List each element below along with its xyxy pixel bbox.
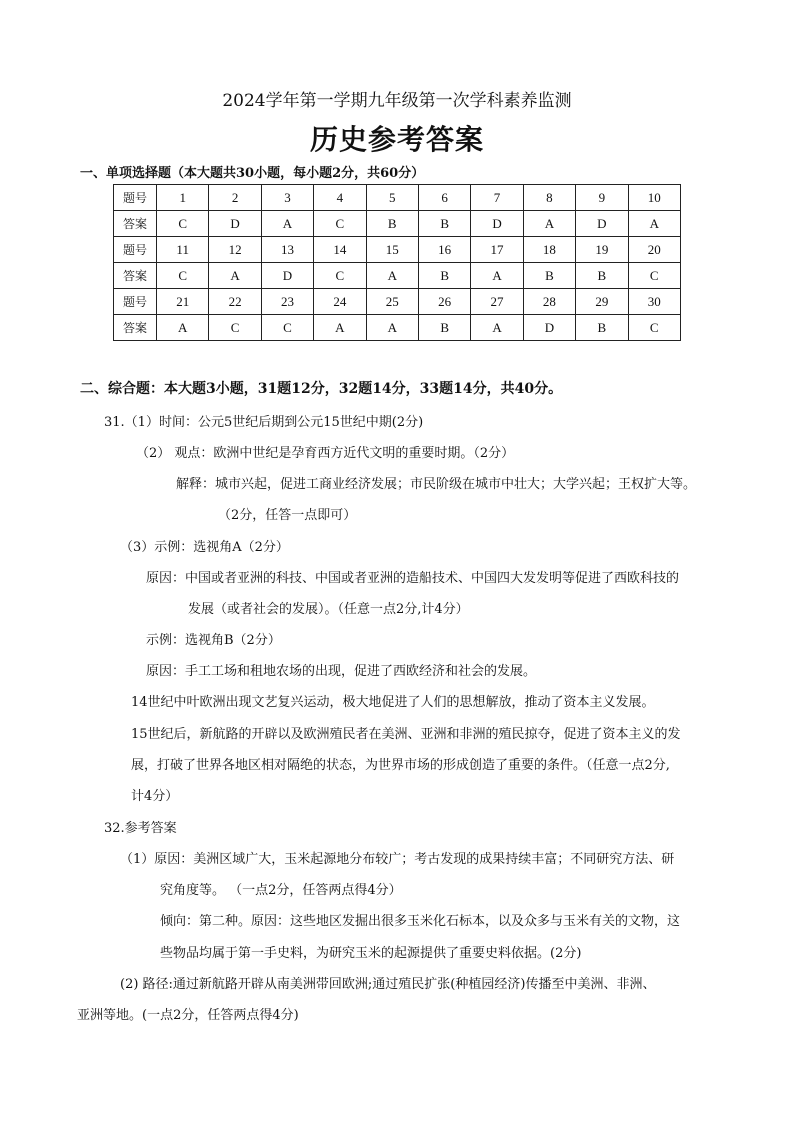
table-cell: B xyxy=(418,315,470,341)
table-cell: 2 xyxy=(209,185,261,211)
table-cell: 答案 xyxy=(114,211,157,237)
table-cell: 27 xyxy=(471,289,523,315)
table-cell: B xyxy=(576,263,628,289)
table-cell: 23 xyxy=(261,289,313,315)
table-cell: 10 xyxy=(628,185,680,211)
table-cell: 1 xyxy=(157,185,209,211)
table-cell: C xyxy=(628,315,680,341)
table-cell: 24 xyxy=(314,289,366,315)
table-row xyxy=(114,263,681,289)
exam-subtitle: 2024学年第一学期九年级第一次学科素养监测 xyxy=(222,91,572,111)
table-cell: 4 xyxy=(314,185,366,211)
table-cell: B xyxy=(418,263,470,289)
section2-heading: 二、综合题：本大题3小题，31题12分，32题14分，33题14分，共40分。 xyxy=(80,381,563,397)
table-row xyxy=(114,289,681,315)
table-cell: A xyxy=(366,263,418,289)
section1-heading: 一、单项选择题（本大题共30小题，每小题2分，共60分） xyxy=(80,166,425,181)
table-cell: 29 xyxy=(576,289,628,315)
table-cell: 19 xyxy=(576,237,628,263)
answer-line: 14世纪中叶欧洲出现文艺复兴运动，极大地促进了人们的思想解放，推动了资本主义发展。 xyxy=(131,695,655,710)
table-cell: 16 xyxy=(418,237,470,263)
table-cell: C xyxy=(261,315,313,341)
table-cell: 26 xyxy=(418,289,470,315)
answer-line: 解释：城市兴起，促进工商业经济发展；市民阶级在城市中壮大；大学兴起；王权扩大等。 xyxy=(176,477,697,492)
answer-line: （3）示例：选视角A（2分） xyxy=(120,540,289,555)
table-row xyxy=(114,211,681,237)
table-cell: 答案 xyxy=(114,315,157,341)
answer-line: 32.参考答案 xyxy=(104,821,177,836)
answer-line: 原因：中国或者亚洲的科技、中国或者亚洲的造船技术、中国四大发发明等促进了西欧科技的 xyxy=(146,571,680,586)
page-title: 历史参考答案 xyxy=(309,123,484,156)
table-cell: C xyxy=(628,263,680,289)
answer-line: 倾向：第二种。原因：这些地区发掘出很多玉米化石标本，以及众多与玉米有关的文物，这 xyxy=(160,914,681,929)
answer-table xyxy=(113,184,681,341)
table-cell: 12 xyxy=(209,237,261,263)
table-cell: B xyxy=(366,211,418,237)
table-cell: A xyxy=(523,211,575,237)
table-cell: 题号 xyxy=(114,289,157,315)
table-cell: 题号 xyxy=(114,185,157,211)
table-cell: 17 xyxy=(471,237,523,263)
answer-line: （2分，任答一点即可） xyxy=(218,508,357,523)
table-cell: B xyxy=(523,263,575,289)
table-cell: 14 xyxy=(314,237,366,263)
table-cell: 22 xyxy=(209,289,261,315)
table-cell: D xyxy=(576,211,628,237)
table-cell: B xyxy=(418,211,470,237)
table-cell: A xyxy=(366,315,418,341)
table-cell: 3 xyxy=(261,185,313,211)
table-cell: C xyxy=(314,211,366,237)
table-cell: 7 xyxy=(471,185,523,211)
table-cell: A xyxy=(157,315,209,341)
answer-line: 15世纪后，新航路的开辟以及欧洲殖民者在美洲、亚洲和非洲的殖民掠夺，促进了资本主义的发 xyxy=(131,727,681,742)
answer-line: （2） 观点：欧洲中世纪是孕育西方近代文明的重要时期。（2分） xyxy=(136,446,515,461)
table-cell: D xyxy=(523,315,575,341)
table-cell: 答案 xyxy=(114,263,157,289)
table-cell: C xyxy=(314,263,366,289)
table-cell: C xyxy=(209,315,261,341)
table-cell: A xyxy=(261,211,313,237)
table-row xyxy=(114,315,681,341)
answer-line: 31.（1）时间：公元5世纪后期到公元15世纪中期(2分) xyxy=(104,415,424,430)
table-cell: B xyxy=(576,315,628,341)
answer-line: 计4分） xyxy=(131,789,179,804)
table-cell: 6 xyxy=(418,185,470,211)
table-cell: 28 xyxy=(523,289,575,315)
table-cell: A xyxy=(209,263,261,289)
table-cell: 13 xyxy=(261,237,313,263)
table-cell: 8 xyxy=(523,185,575,211)
answer-line: 原因：手工工场和租地农场的出现，促进了西欧经济和社会的发展。 xyxy=(146,664,537,679)
table-cell: C xyxy=(157,263,209,289)
table-cell: D xyxy=(209,211,261,237)
table-cell: 30 xyxy=(628,289,680,315)
answer-line: 些物品均属于第一手史料，为研究玉米的起源提供了重要史料依据。(2分) xyxy=(160,946,582,961)
table-cell: 25 xyxy=(366,289,418,315)
table-cell: A xyxy=(471,315,523,341)
table-cell: C xyxy=(157,211,209,237)
table-row xyxy=(114,185,681,211)
answer-line: 究角度等。 （一点2分，任答两点得4分） xyxy=(160,883,402,898)
table-cell: D xyxy=(471,211,523,237)
answer-line: 亚洲等地。(一点2分，任答两点得4分) xyxy=(77,1008,299,1023)
table-cell: A xyxy=(314,315,366,341)
table-cell: 11 xyxy=(157,237,209,263)
table-cell: D xyxy=(261,263,313,289)
answer-line: 示例：选视角B（2分） xyxy=(146,633,281,648)
table-cell: A xyxy=(471,263,523,289)
table-cell: 15 xyxy=(366,237,418,263)
table-cell: 5 xyxy=(366,185,418,211)
table-row xyxy=(114,237,681,263)
table-cell: 题号 xyxy=(114,237,157,263)
answer-line: （1）原因：美洲区域广大，玉米起源地分布较广；考古发现的成果持续丰富；不同研究方法、研 xyxy=(120,852,675,867)
table-cell: 9 xyxy=(576,185,628,211)
table-cell: 21 xyxy=(157,289,209,315)
table-cell: A xyxy=(628,211,680,237)
answer-line: 展，打破了世界各地区相对隔绝的状态，为世界市场的形成创造了重要的条件。（任意一点2分, xyxy=(131,758,670,773)
answer-line: 发展（或者社会的发展）。（任意一点2分,计4分） xyxy=(188,602,469,617)
table-cell: 18 xyxy=(523,237,575,263)
table-cell: 20 xyxy=(628,237,680,263)
answer-line: (2) 路径:通过新航路开辟从南美洲带回欧洲;通过殖民扩张(种植园经济)传播至中美洲、非洲、 xyxy=(120,977,656,992)
